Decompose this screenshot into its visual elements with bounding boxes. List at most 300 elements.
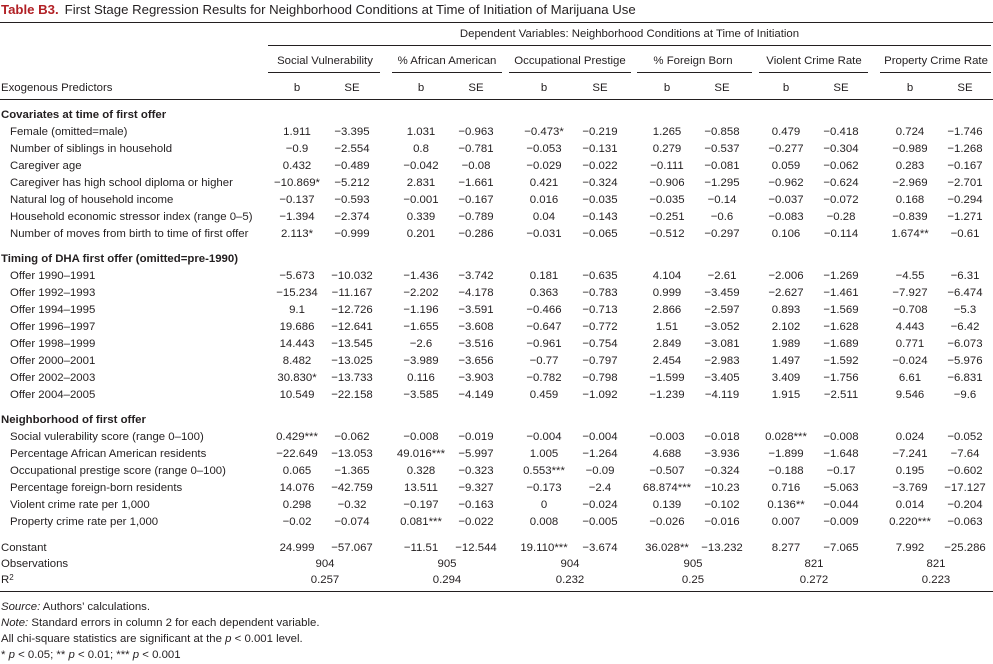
coef-b-value: 0.195 [895, 465, 925, 477]
coef-se-value: −0.537 [704, 143, 740, 155]
coef-b-value: 2.454 [652, 355, 682, 367]
coef-b-value: 19.686 [279, 321, 315, 333]
coef-se-value: −5.976 [947, 355, 983, 367]
coef-se-value: −0.324 [582, 177, 618, 189]
coef-se-value: −0.418 [823, 126, 859, 138]
predictor-label: Offer 2000–2001 [10, 355, 96, 367]
header-bottom-rule [0, 99, 993, 100]
coef-b-value: 0.298 [282, 499, 312, 511]
coef-b-value: −1.196 [403, 304, 439, 316]
dependent-variable-rule [880, 72, 991, 73]
coef-se-value: −0.17 [826, 465, 856, 477]
coef-se-value: −3.608 [458, 321, 494, 333]
coef-se-value: −0.713 [582, 304, 618, 316]
coef-b-value: 14.076 [279, 482, 315, 494]
predictor-label: Number of moves from birth to time of first offer [10, 228, 249, 240]
coef-se-value: −10.23 [704, 482, 740, 494]
chi-square-note: All chi-square statistics are significant at the p < 0.001 level. [1, 633, 303, 645]
coef-b-value: 8.277 [771, 542, 801, 554]
observations-value: 904 [560, 558, 580, 570]
coef-b-value: −1.239 [649, 389, 685, 401]
coef-se-value: −0.789 [458, 211, 494, 223]
coef-se-value: −0.772 [582, 321, 618, 333]
r-squared-value: 0.223 [921, 574, 951, 586]
coef-se-value: −3.052 [704, 321, 740, 333]
coef-b-value: 1.989 [771, 338, 801, 350]
dependent-variable-rule [268, 72, 380, 73]
coef-se-value: −0.081 [704, 160, 740, 172]
coef-se-value: −13.053 [331, 448, 373, 460]
coef-b-value: −0.782 [526, 372, 562, 384]
coef-se-value: −0.635 [582, 270, 618, 282]
predictor-label: Percentage African American residents [10, 448, 207, 460]
coef-b-header: b [293, 82, 301, 94]
coef-b-value: −5.673 [279, 270, 315, 282]
predictor-label: Female (omitted=male) [10, 126, 128, 138]
coef-b-value: 0.181 [529, 270, 559, 282]
coef-b-value: −0.277 [768, 143, 804, 155]
coef-se-value: −0.009 [823, 516, 859, 528]
coef-se-value: −0.798 [582, 372, 618, 384]
coef-se-value: −4.149 [458, 389, 494, 401]
coef-b-value: −0.473* [524, 126, 564, 138]
predictor-label: Violent crime rate per 1,000 [10, 499, 150, 511]
predictor-label: Offer 1990–1991 [10, 270, 96, 282]
coef-se-value: −0.019 [458, 431, 494, 443]
coef-se-value: −0.593 [334, 194, 370, 206]
coef-b-value: 0.724 [895, 126, 925, 138]
coef-se-value: −2.511 [823, 389, 859, 401]
coef-se-value: −12.726 [331, 304, 373, 316]
coef-se-value: −2.701 [947, 177, 983, 189]
coef-b-value: 8.482 [282, 355, 312, 367]
coef-b-value: 0.479 [771, 126, 801, 138]
coef-b-value: −1.436 [403, 270, 439, 282]
coef-se-value: −3.459 [704, 287, 740, 299]
coef-b-value: 0.106 [771, 228, 801, 240]
coef-b-value: −2.969 [892, 177, 928, 189]
coef-b-value: −0.989 [892, 143, 928, 155]
coef-b-value: −4.55 [895, 270, 925, 282]
coef-se-value: −0.163 [458, 499, 494, 511]
coef-se-value: −3.936 [704, 448, 740, 460]
coef-b-value: −0.906 [649, 177, 685, 189]
coef-se-value: −3.674 [582, 542, 618, 554]
coef-se-value: −0.489 [334, 160, 370, 172]
coef-b-value: 19.110*** [520, 542, 568, 554]
predictor-label: Offer 1992–1993 [10, 287, 96, 299]
coef-se-value: −0.016 [704, 516, 740, 528]
coef-b-value: 1.915 [771, 389, 801, 401]
coef-se-value: −0.28 [826, 211, 856, 223]
coef-b-value: 0.014 [895, 499, 925, 511]
table-title [1, 2, 636, 17]
coef-se-value: −0.286 [458, 228, 494, 240]
coef-se-value: −57.067 [331, 542, 373, 554]
coef-b-value: 1.674** [891, 228, 929, 240]
coef-b-value: 49.016*** [396, 448, 446, 460]
coef-se-value: −9.6 [953, 389, 977, 401]
coef-se-value: −12.641 [331, 321, 373, 333]
coef-b-value: −0.647 [526, 321, 562, 333]
predictor-label: Caregiver has high school diploma or higher [10, 177, 233, 189]
coef-se-value: −0.783 [582, 287, 618, 299]
coef-se-header: SE [468, 82, 484, 94]
coef-se-value: −1.268 [947, 143, 983, 155]
coef-b-value: −0.003 [649, 431, 685, 443]
coef-se-value: −0.323 [458, 465, 494, 477]
coef-b-value: −0.004 [526, 431, 562, 443]
coef-b-value: 10.549 [279, 389, 315, 401]
coef-b-value: −3.989 [403, 355, 439, 367]
coef-se-value: −0.797 [582, 355, 618, 367]
coef-se-value: −1.746 [947, 126, 983, 138]
coef-se-value: −0.062 [334, 431, 370, 443]
coef-b-value: 2.866 [652, 304, 682, 316]
coef-se-header: SE [592, 82, 608, 94]
observations-value: 821 [804, 558, 824, 570]
coef-b-value: 4.688 [652, 448, 682, 460]
coef-se-value: −0.754 [582, 338, 618, 350]
coef-se-value: −1.648 [823, 448, 859, 460]
coef-se-value: −0.999 [334, 228, 370, 240]
coef-se-value: −1.569 [823, 304, 859, 316]
predictor-label: Natural log of household income [10, 194, 174, 206]
r-squared-value: 0.294 [432, 574, 462, 586]
coef-b-value: −1.899 [768, 448, 804, 460]
coef-b-value: −0.083 [768, 211, 804, 223]
coef-b-value: 2.102 [771, 321, 801, 333]
coef-se-value: −0.024 [582, 499, 618, 511]
coef-b-value: 0.059 [771, 160, 801, 172]
table-label: Table B3. [1, 2, 59, 17]
coef-b-value: 0.459 [529, 389, 559, 401]
coef-se-value: −5.997 [458, 448, 494, 460]
coef-b-value: 0.065 [282, 465, 312, 477]
coef-se-value: −2.374 [334, 211, 370, 223]
coef-b-value: 0 [540, 499, 548, 511]
coef-se-value: −3.395 [334, 126, 370, 138]
coef-b-value: 0.328 [406, 465, 436, 477]
section-heading: Covariates at time of first offer [1, 109, 167, 121]
coef-se-value: −1.269 [823, 270, 859, 282]
coef-b-value: 0.432 [282, 160, 312, 172]
coef-se-value: −1.628 [823, 321, 859, 333]
coef-se-value: −0.008 [823, 431, 859, 443]
dependent-variable-rule [392, 72, 502, 73]
coef-b-value: 0.201 [406, 228, 436, 240]
coef-se-value: −0.065 [582, 228, 618, 240]
coef-b-value: 0.136** [767, 499, 805, 511]
coef-se-value: −42.759 [331, 482, 373, 494]
coef-b-value: −0.053 [526, 143, 562, 155]
coef-se-value: −3.081 [704, 338, 740, 350]
coef-se-value: −0.143 [582, 211, 618, 223]
coef-b-value: −3.585 [403, 389, 439, 401]
coef-b-value: 2.831 [406, 177, 436, 189]
coef-se-value: −5.3 [953, 304, 977, 316]
coef-b-value: −0.035 [649, 194, 685, 206]
coef-b-value: 0.007 [771, 516, 801, 528]
table-bottom-rule [0, 591, 993, 592]
predictor-label: Caregiver age [10, 160, 82, 172]
coef-b-value: −0.708 [892, 304, 928, 316]
dependent-variable-header: Social Vulnerability [277, 55, 373, 67]
coef-b-value: 0.081*** [400, 516, 442, 528]
source-note: Source: Authors’ calculations. [1, 601, 151, 613]
predictor-label: Number of siblings in household [10, 143, 173, 155]
coef-se-value: −0.005 [582, 516, 618, 528]
coef-b-value: 0.016 [529, 194, 559, 206]
r-squared-value: 0.25 [681, 574, 705, 586]
coef-se-value: −0.167 [947, 160, 983, 172]
coef-b-value: 0.339 [406, 211, 436, 223]
coef-se-value: −1.092 [582, 389, 618, 401]
coef-b-value: 9.546 [895, 389, 925, 401]
dependent-variable-rule [509, 72, 631, 73]
r-squared-value: 0.257 [310, 574, 340, 586]
dependent-variable-rule [637, 72, 752, 73]
coef-se-value: −0.858 [704, 126, 740, 138]
coef-se-value: −3.405 [704, 372, 740, 384]
coef-b-value: 1.51 [655, 321, 679, 333]
coef-b-value: 36.028** [645, 542, 689, 554]
coef-se-value: −2.554 [334, 143, 370, 155]
coef-se-value: −7.64 [950, 448, 980, 460]
coef-b-value: 2.849 [652, 338, 682, 350]
observations-value: 904 [315, 558, 335, 570]
coef-b-header: b [540, 82, 548, 94]
coef-b-value: −7.241 [892, 448, 928, 460]
coef-b-value: 7.992 [895, 542, 925, 554]
coef-se-value: −6.31 [950, 270, 980, 282]
row-header: Exogenous Predictors [1, 82, 113, 94]
coef-se-value: −6.42 [950, 321, 980, 333]
coef-se-value: −1.295 [704, 177, 740, 189]
coef-b-value: 0.999 [652, 287, 682, 299]
observations-label: Observations [1, 558, 69, 570]
coef-se-value: −0.09 [585, 465, 615, 477]
table-title-text: First Stage Regression Results for Neighborhood Conditions at Time of Initiation of Marijuana Use [64, 2, 636, 17]
coef-se-value: −12.544 [455, 542, 497, 554]
coef-se-value: −2.4 [588, 482, 612, 494]
coef-b-value: 1.265 [652, 126, 682, 138]
dependent-header-rule [268, 45, 991, 46]
coef-b-value: −10.869* [274, 177, 320, 189]
coef-b-value: −0.111 [650, 160, 684, 172]
coef-b-value: 0.553*** [523, 465, 565, 477]
coef-se-value: −0.022 [582, 160, 618, 172]
coef-b-value: 1.031 [406, 126, 436, 138]
coef-se-value: −0.044 [823, 499, 859, 511]
dependent-variable-rule [759, 72, 868, 73]
top-rule [0, 22, 993, 23]
coef-b-value: −15.234 [276, 287, 318, 299]
r-squared-superscript: 2 [9, 573, 14, 582]
coef-b-value: −0.024 [892, 355, 928, 367]
coef-b-value: 0.771 [895, 338, 925, 350]
coef-se-value: −5.212 [334, 177, 370, 189]
coef-se-value: −0.781 [458, 143, 494, 155]
coef-b-value: −0.029 [526, 160, 562, 172]
coef-b-header: b [782, 82, 790, 94]
coef-b-value: −22.649 [276, 448, 318, 460]
coef-se-value: −0.018 [704, 431, 740, 443]
coef-b-value: 0.421 [529, 177, 559, 189]
coef-b-value: −0.77 [529, 355, 559, 367]
coef-se-value: −0.624 [823, 177, 859, 189]
predictor-label: Social vulerability score (range 0–100) [10, 431, 204, 443]
predictor-label: Offer 2004–2005 [10, 389, 96, 401]
coef-b-value: −0.037 [768, 194, 804, 206]
coef-b-value: 1.005 [529, 448, 559, 460]
coef-b-value: −2.6 [409, 338, 433, 350]
coef-b-value: 24.999 [279, 542, 315, 554]
coef-b-value: −0.961 [526, 338, 562, 350]
coef-b-value: −0.02 [282, 516, 312, 528]
coef-b-value: −2.202 [403, 287, 439, 299]
dependent-variable-header: % African American [397, 55, 497, 67]
coef-se-value: −0.063 [947, 516, 983, 528]
coef-b-value: −0.188 [768, 465, 804, 477]
coef-b-value: 4.443 [895, 321, 925, 333]
dependent-variable-header: Occupational Prestige [514, 55, 626, 67]
predictor-label: Percentage foreign-born residents [10, 482, 183, 494]
coef-se-value: −0.004 [582, 431, 618, 443]
coef-b-value: −1.655 [403, 321, 439, 333]
coef-se-value: −1.461 [823, 287, 859, 299]
coef-se-header: SE [957, 82, 973, 94]
coef-se-value: −3.591 [458, 304, 494, 316]
coef-se-value: −0.963 [458, 126, 494, 138]
coef-b-value: −7.927 [892, 287, 928, 299]
coef-se-value: −13.025 [331, 355, 373, 367]
coef-b-value: −0.042 [403, 160, 439, 172]
coef-se-value: −4.119 [704, 389, 740, 401]
coef-se-value: −0.114 [823, 228, 859, 240]
coef-se-value: −0.035 [582, 194, 618, 206]
coef-b-value: 0.139 [652, 499, 682, 511]
coef-se-value: −25.286 [944, 542, 986, 554]
coef-se-value: −0.052 [947, 431, 983, 443]
coef-b-value: −0.839 [892, 211, 928, 223]
coef-b-value: 0.8 [413, 143, 429, 155]
coef-se-value: −0.297 [704, 228, 740, 240]
coef-b-value: −0.466 [526, 304, 562, 316]
coef-se-value: −3.656 [458, 355, 494, 367]
coef-se-value: −17.127 [944, 482, 986, 494]
coef-se-value: −3.516 [458, 338, 494, 350]
coef-se-value: −0.602 [947, 465, 983, 477]
coef-se-value: −0.14 [707, 194, 737, 206]
coef-b-value: −0.026 [649, 516, 685, 528]
dependent-variable-header: % Foreign Born [653, 55, 733, 67]
coef-se-value: −6.073 [947, 338, 983, 350]
coef-b-value: 1.911 [283, 126, 311, 138]
coef-se-header: SE [714, 82, 730, 94]
coef-se-value: −0.6 [710, 211, 734, 223]
coef-b-value: 13.511 [404, 482, 438, 494]
coef-b-value: −3.769 [892, 482, 928, 494]
coef-se-value: −7.065 [823, 542, 859, 554]
coef-se-value: −1.592 [823, 355, 859, 367]
r-squared-value: 0.272 [799, 574, 829, 586]
predictor-label: Household economic stressor index (range 0–5) [10, 211, 253, 223]
coef-b-value: −0.031 [526, 228, 562, 240]
coef-se-value: −10.032 [331, 270, 373, 282]
coef-b-value: 0.008 [529, 516, 559, 528]
coef-b-value: −0.001 [403, 194, 439, 206]
coef-se-value: −13.733 [331, 372, 373, 384]
coef-b-value: −0.008 [403, 431, 439, 443]
coef-se-value: −0.219 [582, 126, 618, 138]
coef-se-value: −1.365 [334, 465, 370, 477]
predictor-label: Offer 1998–1999 [10, 338, 96, 350]
dependent-variables-header: Dependent Variables: Neighborhood Conditions at Time of Initiation [459, 28, 800, 40]
coef-se-value: −13.545 [331, 338, 373, 350]
dependent-variable-header: Violent Crime Rate [766, 55, 862, 67]
r-squared-value: 0.232 [555, 574, 585, 586]
section-heading: Timing of DHA first offer (omitted=pre-1990) [1, 253, 239, 265]
coef-b-value: 1.497 [771, 355, 801, 367]
coef-b-value: 0.283 [895, 160, 925, 172]
coef-b-value: 0.024 [895, 431, 925, 443]
coef-b-value: 9.1 [289, 304, 305, 316]
coef-b-value: 0.168 [895, 194, 925, 206]
coef-se-value: −1.661 [458, 177, 494, 189]
coef-se-value: −2.983 [704, 355, 740, 367]
coef-b-value: 4.104 [652, 270, 682, 282]
coef-b-value: 0.716 [771, 482, 801, 494]
coef-se-value: −6.474 [947, 287, 983, 299]
coef-b-value: −1.394 [279, 211, 315, 223]
coef-se-header: SE [344, 82, 360, 94]
coef-b-value: 0.363 [529, 287, 559, 299]
coef-b-value: 0.028*** [765, 431, 807, 443]
coef-b-value: −11.51 [403, 542, 439, 554]
constant-label: Constant [1, 542, 47, 554]
coef-se-value: −1.271 [947, 211, 983, 223]
coef-se-value: −9.327 [458, 482, 494, 494]
coef-b-value: 68.874*** [642, 482, 692, 494]
coef-se-value: −3.742 [458, 270, 494, 282]
coef-se-value: −0.062 [823, 160, 859, 172]
coef-se-value: −2.61 [707, 270, 737, 282]
coef-se-value: −4.178 [458, 287, 494, 299]
observations-value: 905 [437, 558, 457, 570]
coef-b-value: −0.197 [403, 499, 439, 511]
observations-value: 821 [926, 558, 946, 570]
coef-se-value: −3.903 [458, 372, 494, 384]
coef-se-value: −0.304 [823, 143, 859, 155]
coef-b-value: −0.251 [649, 211, 685, 223]
coef-b-value: 3.409 [771, 372, 801, 384]
coef-b-value: 0.279 [652, 143, 682, 155]
coef-b-header: b [906, 82, 914, 94]
coef-se-value: −0.204 [947, 499, 983, 511]
coef-se-value: −2.597 [704, 304, 740, 316]
coef-b-value: 14.443 [279, 338, 315, 350]
coef-se-header: SE [833, 82, 849, 94]
coef-b-value: 0.04 [532, 211, 556, 223]
predictor-label: Offer 2002–2003 [10, 372, 96, 384]
coef-se-value: −0.294 [947, 194, 983, 206]
coef-se-value: −11.167 [331, 287, 373, 299]
coef-b-value: −0.507 [649, 465, 685, 477]
table-notes [1, 599, 320, 663]
predictor-label: Occupational prestige score (range 0–100) [10, 465, 226, 477]
coef-se-value: −0.324 [704, 465, 740, 477]
